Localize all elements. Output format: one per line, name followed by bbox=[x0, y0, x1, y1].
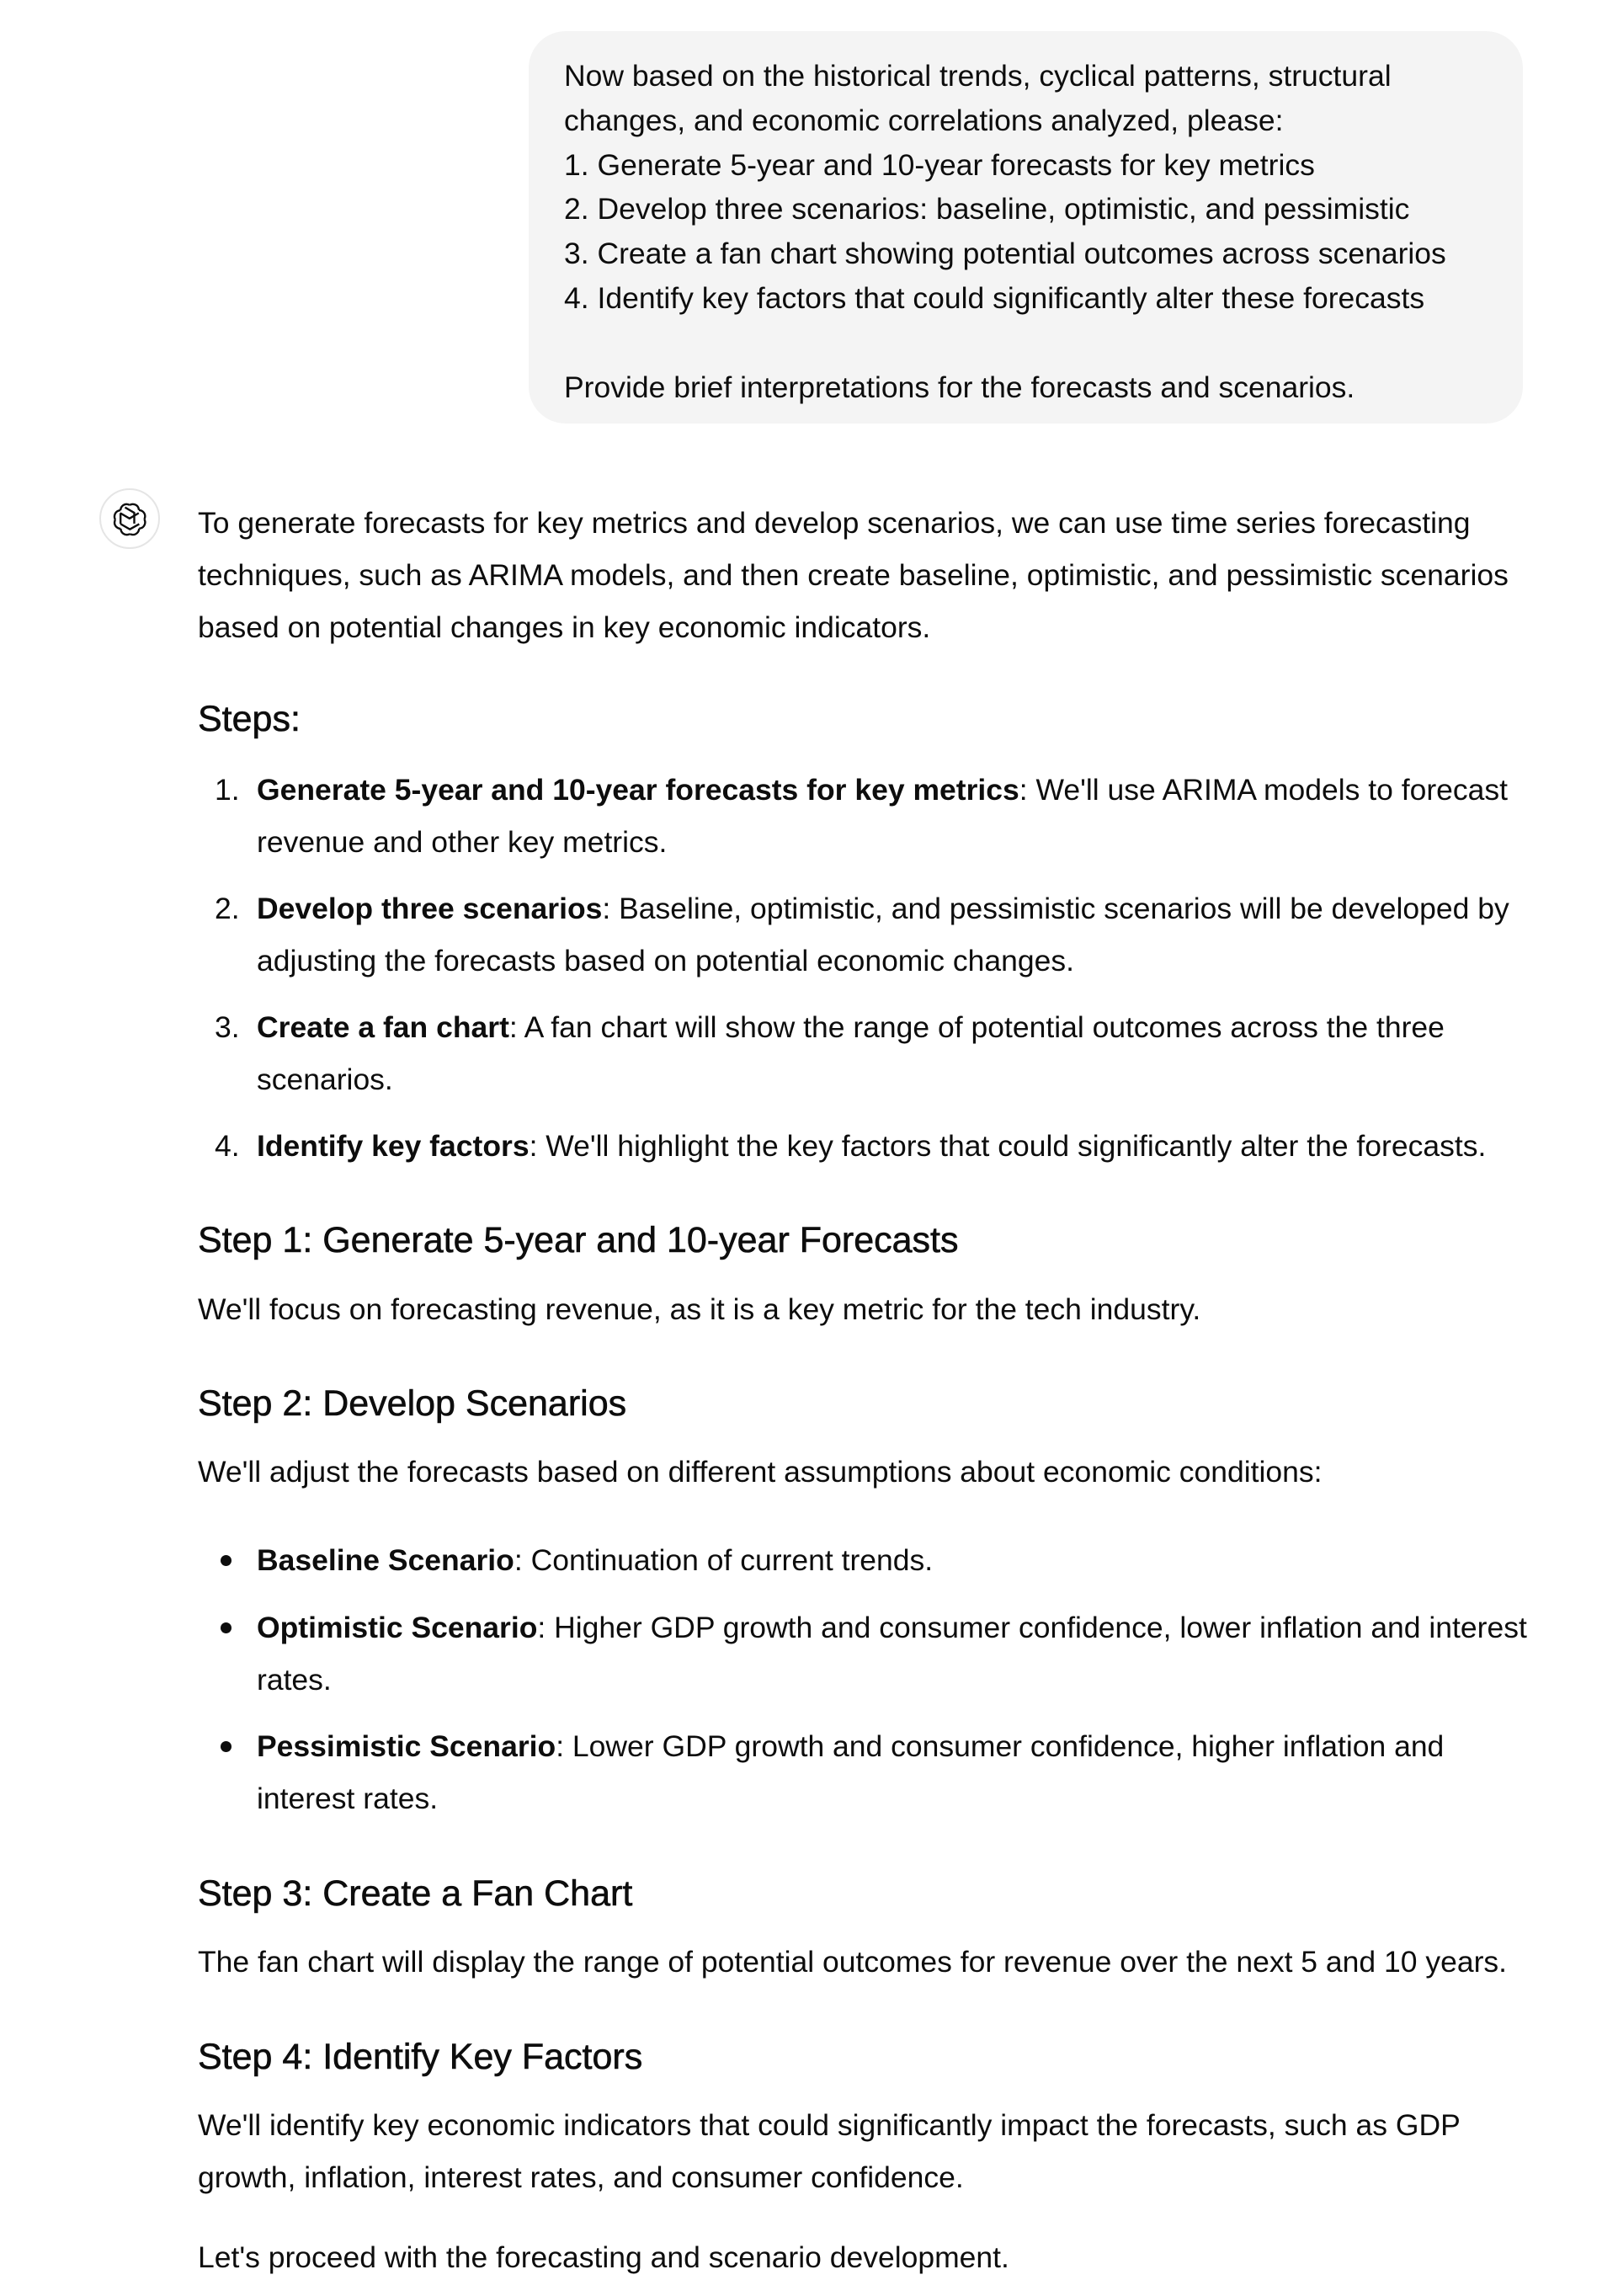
assistant-avatar bbox=[99, 488, 160, 549]
list-item-text: : We'll use ARIMA models to forecast revenue and other key metrics. bbox=[257, 773, 1509, 859]
list-number: 2. bbox=[215, 892, 240, 925]
step2-heading: Step 2: Develop Scenarios bbox=[198, 1383, 627, 1424]
step4-text: We'll identify key economic indicators that could significantly impact the forecasts, such as GDP growth, inflation, interest rates, and consumer confidence. bbox=[198, 2108, 1461, 2194]
assistant-intro: To generate forecasts for key metrics and develop scenarios, we can use time series forecasting techniques, such as ARIMA models, and then create baseline, optimistic, and pessimistic scenarios based on potential changes in key economic indicators. bbox=[198, 506, 1509, 644]
user-message-line: Now based on the historical trends, cyclical patterns, structural bbox=[564, 59, 1392, 93]
step4-heading: Step 4: Identify Key Factors bbox=[198, 2037, 643, 2077]
list-item-text: : Higher GDP growth and consumer confidence, lower inflation and interest rates. bbox=[257, 1611, 1527, 1697]
list-item-title: Identify key factors bbox=[257, 1129, 530, 1163]
step1-heading: Step 1: Generate 5-year and 10-year Forecasts bbox=[198, 1220, 959, 1260]
list-item bbox=[198, 1534, 1536, 1586]
list-item-title: Pessimistic Scenario bbox=[257, 1729, 556, 1763]
user-message-line: 3. Create a fan chart showing potential outcomes across scenarios bbox=[564, 237, 1446, 271]
step2-text: We'll adjust the forecasts based on different assumptions about economic conditions: bbox=[198, 1455, 1323, 1489]
steps-heading: Steps: bbox=[198, 699, 301, 739]
list-item-title: Create a fan chart bbox=[257, 1010, 509, 1044]
list-item-text: : We'll highlight the key factors that could significantly alter the forecasts. bbox=[529, 1129, 1487, 1163]
bullet-icon bbox=[221, 1555, 232, 1566]
list-item-text: : Lower GDP growth and consumer confidence, higher inflation and interest rates. bbox=[257, 1729, 1445, 1815]
user-message-line: 1. Generate 5-year and 10-year forecasts for key metrics bbox=[564, 147, 1315, 182]
bullet-icon bbox=[221, 1622, 232, 1633]
bullet-icon bbox=[221, 1741, 232, 1752]
list-item-text: : Baseline, optimistic, and pessimistic scenarios will be developed by adjusting the forecasts based on potential economic changes. bbox=[257, 892, 1509, 978]
assistant-message bbox=[198, 497, 1545, 2274]
list-number: 3. bbox=[215, 1010, 240, 1044]
list-number: 4. bbox=[215, 1129, 240, 1163]
list-item-title: Develop three scenarios bbox=[257, 892, 603, 925]
list-item bbox=[198, 1720, 1536, 1825]
list-item-title: Optimistic Scenario bbox=[257, 1611, 538, 1644]
list-item-text: : A fan chart will show the range of potential outcomes across the three scenarios. bbox=[257, 1010, 1445, 1096]
list-item bbox=[198, 1001, 1536, 1105]
list-item bbox=[198, 882, 1536, 987]
list-number: 1. bbox=[215, 773, 240, 807]
user-message-line: 4. Identify key factors that could significantly alter these forecasts bbox=[564, 280, 1425, 315]
user-message-line: changes, and economic correlations analyzed, please: bbox=[564, 103, 1284, 137]
openai-logo-icon bbox=[111, 500, 148, 537]
list-item bbox=[198, 1601, 1536, 1706]
list-item-title: Generate 5-year and 10-year forecasts for key metrics bbox=[257, 773, 1019, 807]
user-message-closing: Provide brief interpretations for the forecasts and scenarios. bbox=[564, 370, 1355, 404]
step3-heading: Step 3: Create a Fan Chart bbox=[198, 1873, 633, 1914]
user-message-bubble bbox=[529, 31, 1523, 424]
list-item-text: : Continuation of current trends. bbox=[514, 1543, 934, 1577]
assistant-closing: Let's proceed with the forecasting and scenario development. bbox=[198, 2240, 1009, 2274]
step3-text: The fan chart will display the range of potential outcomes for revenue over the next 5 and 10 years. bbox=[198, 1945, 1508, 1979]
step1-text: We'll focus on forecasting revenue, as it is a key metric for the tech industry. bbox=[198, 1292, 1201, 1326]
user-message-spacer bbox=[564, 321, 1488, 365]
list-item bbox=[198, 1120, 1536, 1172]
user-message-line: 2. Develop three scenarios: baseline, optimistic, and pessimistic bbox=[564, 192, 1410, 226]
list-item-title: Baseline Scenario bbox=[257, 1543, 514, 1577]
list-item bbox=[198, 764, 1536, 868]
